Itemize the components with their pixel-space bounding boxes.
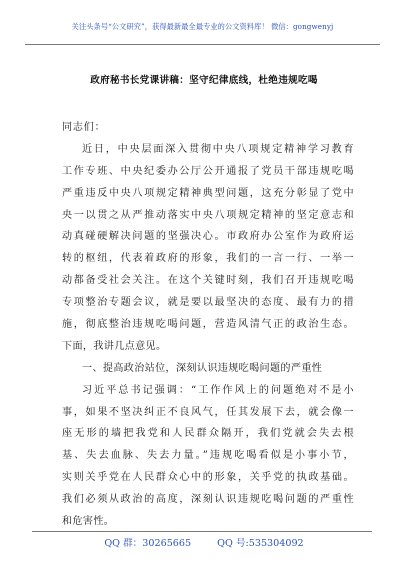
body-line: 实则关乎党在人民群众心中的形象，关乎党的执政基础。 (62, 472, 354, 484)
body-line: 习近平总书记强调：“工作作风上的问题绝对不是小 (82, 384, 354, 396)
body-line: 下面，我讲几点意见。 (62, 340, 167, 352)
document-body (62, 117, 354, 533)
body-line: 严重违反中央八项规定精神典型问题，这充分彰显了党中 (62, 187, 354, 199)
body-line: 我们必须从政治的高度，深刻认识违规吃喝问题的严重性 (62, 494, 354, 506)
footer-qq-group: QQ 群：30265665 (104, 538, 192, 549)
body-line: 近日，中央层面深入贯彻中央八项规定精神学习教育 (82, 143, 354, 155)
header-banner: 关注头条号“公文研究”，获得最新最全最专业的公文资料库！ 微信：gongwenyj (71, 22, 334, 31)
document-title: 政府秘书长党课讲稿：坚守纪律底线，杜绝违规吃喝 (90, 75, 318, 86)
footer-contact (0, 535, 408, 549)
body-line: 央一以贯之从严推动落实中央八项规定精神的坚定意志和 (62, 209, 354, 221)
body-line: 施，彻底整治违规吃喝问题，营造风清气正的政治生态。 (62, 319, 354, 331)
body-line: 基、失去血脉、失去力量。”违规吃喝看似是小事小节， (62, 450, 354, 462)
section-heading: 一、提高政治站位，深刻认识违规吃喝问题的严重性 (82, 362, 323, 374)
body-line: 事，如果不坚决纠正不良风气，任其发展下去，就会像一 (62, 406, 354, 418)
header-divider (25, 44, 380, 45)
body-line: 动真碰硬解决问题的坚强决心。市政府办公室作为政府运 (62, 231, 354, 243)
salutation: 同志们： (62, 122, 106, 133)
body-line: 专项整治专题会议，就是要以最坚决的态度、最有力的措 (62, 297, 354, 309)
body-line: 工作专班、中央纪委办公厅公开通报了党员干部违规吃喝 (62, 165, 354, 177)
body-line: 和危害性。 (62, 516, 115, 528)
body-line: 座无形的墙把我党和人民群众隔开，我们党就会失去根 (62, 428, 354, 440)
body-line: 转的枢纽，代表着政府的形象，我们的一言一行、一举一 (62, 253, 354, 265)
footer-qq-number: QQ 号:535304092 (217, 538, 304, 549)
footer-divider (32, 531, 372, 532)
body-line: 动都备受社会关注。在这个关键时刻，我们召开违规吃喝 (62, 275, 354, 287)
